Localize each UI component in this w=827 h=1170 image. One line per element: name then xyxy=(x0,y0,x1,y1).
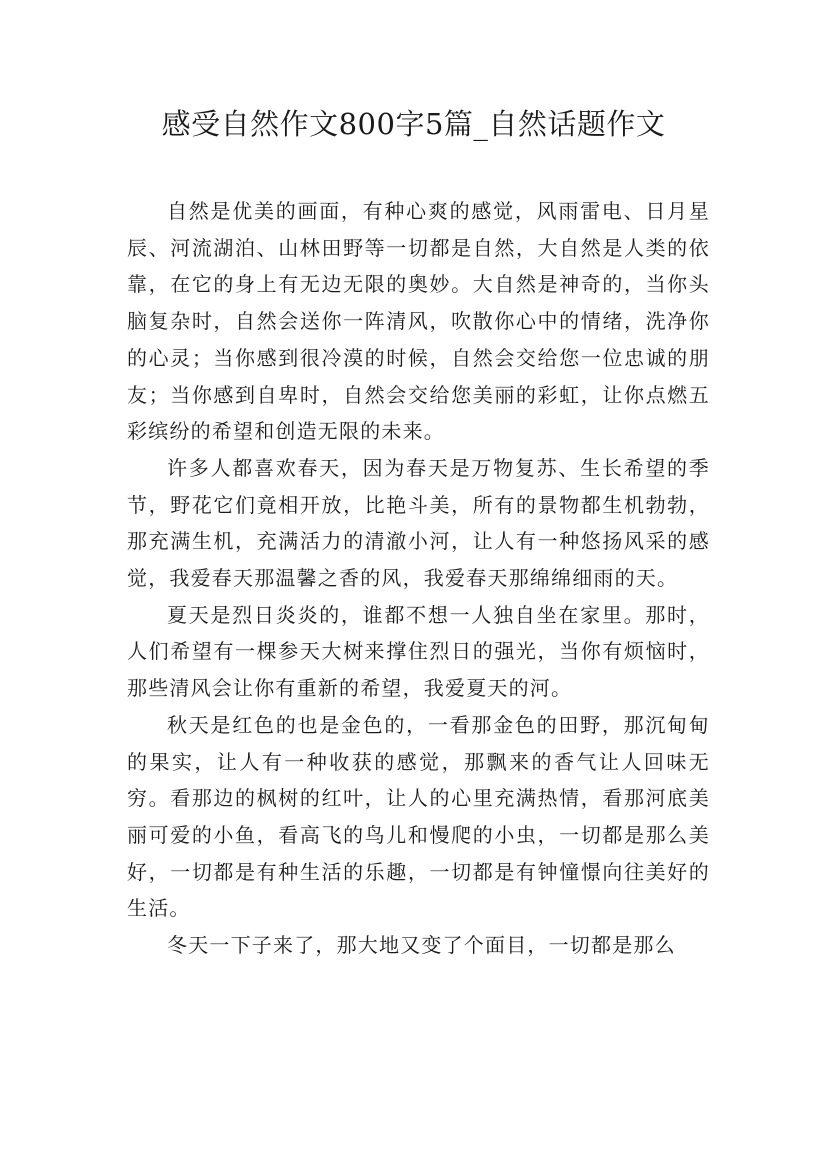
paragraph-1: 自然是优美的画面，有种心爽的感觉，风雨雷电、日月星辰、河流湖泊、山林田野等一切都是自然，大自然是人类的依靠，在它的身上有无边无限的奥妙。大自然是神奇的，当你头脑复杂时，自然会送你一阵清风，吹散你心中的情绪，洗净你的心灵；当你感到很冷漠的时候，自然会交给您一位忠诚的朋友；当你感到自卑时，自然会交给您美丽的彩虹，让你点燃五彩缤纷的希望和创造无限的未来。 xyxy=(127,199,710,444)
document-title: 感受自然作文800字5篇_自然话题作文 xyxy=(161,107,666,141)
paragraph-3: 夏天是烈日炎炎的，谁都不想一人独自坐在家里。那时，人们希望有一棵参天大树来撑住烈日的强光，当你有烦恼时，那些清风会让你有重新的希望，我爱夏天的河。 xyxy=(127,602,710,701)
paragraph-4: 秋天是红色的也是金色的，一看那金色的田野，那沉甸甸的果实，让人有一种收获的感觉，那飘来的香气让人回味无穷。看那边的枫树的红叶，让人的心里充满热情，看那河底美丽可爱的小鱼，看高飞的鸟儿和慢爬的小虫，一切都是那么美好，一切都是有种生活的乐趣，一切都是有钟憧憬向往美好的生活。 xyxy=(127,712,710,921)
paragraph-5: 冬天一下子来了，那大地又变了个面目，一切都是那么 xyxy=(167,933,676,958)
document-body xyxy=(127,193,710,964)
paragraph-2: 许多人都喜欢春天，因为春天是万物复苏、生长希望的季节，野花它们竟相开放，比艳斗美，所有的景物都生机勃勃，那充满生机，充满活力的清澈小河，让人有一种悠扬风采的感觉，我爱春天那温馨之香的风，我爱春天那绵绵细雨的天。 xyxy=(127,455,710,591)
